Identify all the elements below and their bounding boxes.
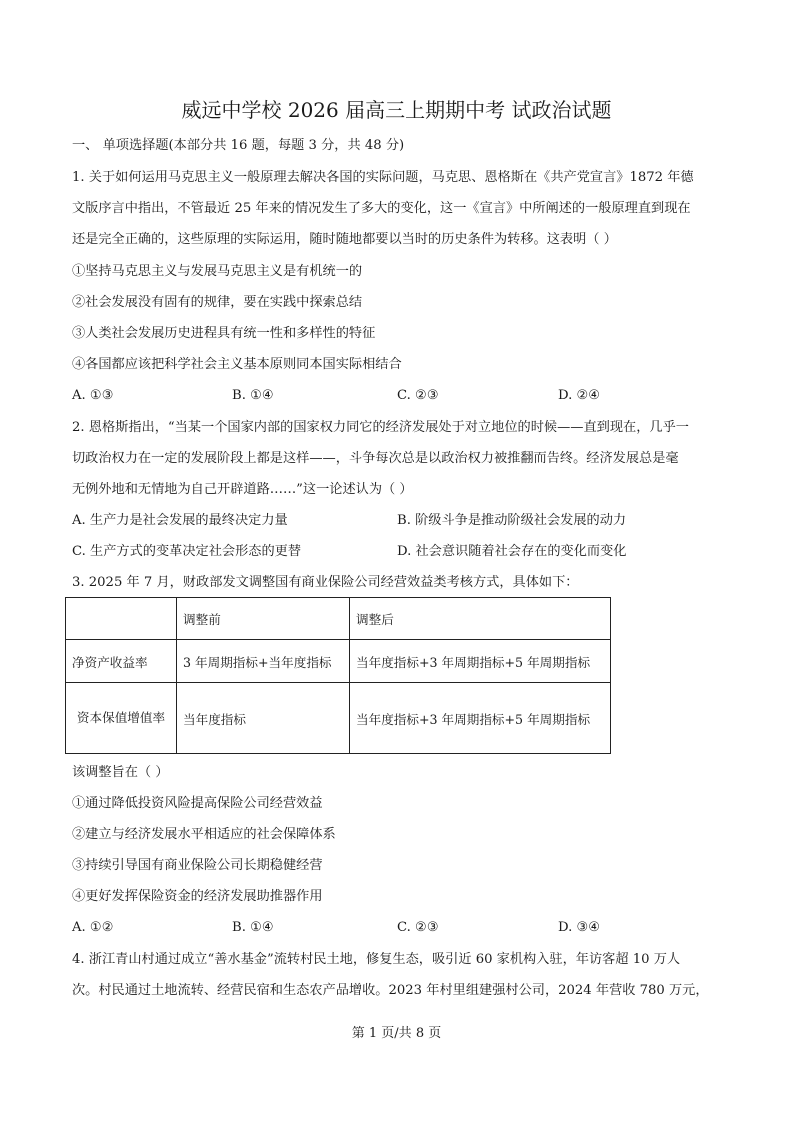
page-footer: 第 1 页/共 8 页: [351, 1026, 442, 1041]
table-cell: 当年度指标+3 年周期指标+5 年周期指标: [350, 683, 611, 754]
assessment-table: [65, 597, 611, 754]
q2-option-d: D. 社会意识随着社会存在的变化而变化: [397, 544, 627, 559]
q2-stem-line: 2. 恩格斯指出，“当某一个国家内部的国家权力同它的经济发展处于对立地位的时候——直到现在，几乎一: [72, 420, 689, 435]
table-row: [66, 640, 611, 683]
table-header-cell: 调整前: [177, 598, 350, 640]
table-header-cell: [66, 598, 177, 640]
q3-prompt: 该调整旨在（ ）: [72, 765, 169, 780]
q1-statement: ④各国都应该把科学社会主义基本原则同本国实际相结合: [72, 357, 402, 372]
q4-stem-line: 4. 浙江青山村通过成立“善水基金”流转村民土地，修复生态，吸引近 60 家机构入驻，年访客超 10 万人: [72, 952, 681, 967]
table-cell: 当年度指标: [177, 683, 350, 754]
q3-stem: 3. 2025 年 7 月，财政部发文调整国有商业保险公司经营效益类考核方式，具体如下：: [72, 575, 579, 590]
table-row: [66, 683, 611, 754]
table-header-cell: 调整后: [350, 598, 611, 640]
q1-stem-line: 1. 关于如何运用马克思主义一般原理去解决各国的实际问题，马克思、恩格斯在《共产党宣言》1872 年德: [72, 170, 694, 185]
q1-option-d: D. ②④: [558, 388, 601, 403]
q2-option-c: C. 生产方式的变革决定社会形态的更替: [72, 544, 302, 559]
table-header-row: [66, 598, 611, 640]
q1-option-c: C. ②③: [397, 388, 439, 403]
q3-statement: ④更好发挥保险资金的经济发展助推器作用: [72, 889, 323, 904]
section-heading: 一、 单项选择题(本部分共 16 题，每题 3 分，共 48 分): [72, 138, 405, 153]
q1-option-b: B. ①④: [232, 388, 274, 403]
table-cell: 当年度指标+3 年周期指标+5 年周期指标: [350, 640, 611, 683]
q1-statement: ③人类社会发展历史进程具有统一性和多样性的特征: [72, 326, 376, 341]
table-cell: 3 年周期指标+当年度指标: [177, 640, 350, 683]
q2-option-b: B. 阶级斗争是推动阶级社会发展的动力: [397, 513, 627, 528]
q2-stem-line: 无例外地和无情地为自己开辟道路……”这一论述认为（ ）: [72, 482, 413, 497]
q3-option-a: A. ①②: [72, 920, 114, 935]
exam-title: 威远中学校 2026 届高三上期期中考 试政治试题: [181, 98, 612, 122]
q1-stem-line: 文版序言中指出，不管最近 25 年来的情况发生了多大的变化，这一《宣言》中所阐述的一般原理直到现在: [72, 201, 691, 216]
q1-statement: ①坚持马克思主义与发展马克思主义是有机统一的: [72, 264, 363, 279]
q3-statement: ②建立与经济发展水平相适应的社会保障体系: [72, 827, 336, 842]
q3-option-c: C. ②③: [397, 920, 439, 935]
q3-statement: ③持续引导国有商业保险公司长期稳健经营: [72, 858, 323, 873]
q3-option-d: D. ③④: [558, 920, 601, 935]
q4-stem-line: 次。村民通过土地流转、经营民宿和生态农产品增收。2023 年村里组建强村公司，2024 年营收 780 万元，: [72, 983, 709, 998]
q3-statement: ①通过降低投资风险提高保险公司经营效益: [72, 796, 323, 811]
table-cell: 净资产收益率: [66, 640, 177, 683]
q2-stem-line: 切政治权力在一定的发展阶段上都是这样——，斗争每次总是以政治权力被推翻而告终。经济发展总是毫: [72, 451, 679, 466]
q1-stem-line: 还是完全正确的，这些原理的实际运用，随时随地都要以当时的历史条件为转移。这表明（ ）: [72, 232, 617, 247]
q3-option-b: B. ①④: [232, 920, 274, 935]
q2-option-a: A. 生产力是社会发展的最终决定力量: [72, 513, 288, 528]
q1-statement: ②社会发展没有固有的规律，要在实践中探索总结: [72, 295, 363, 310]
table-cell: 资本保值增值率: [66, 683, 177, 754]
q1-option-a: A. ①③: [72, 388, 114, 403]
